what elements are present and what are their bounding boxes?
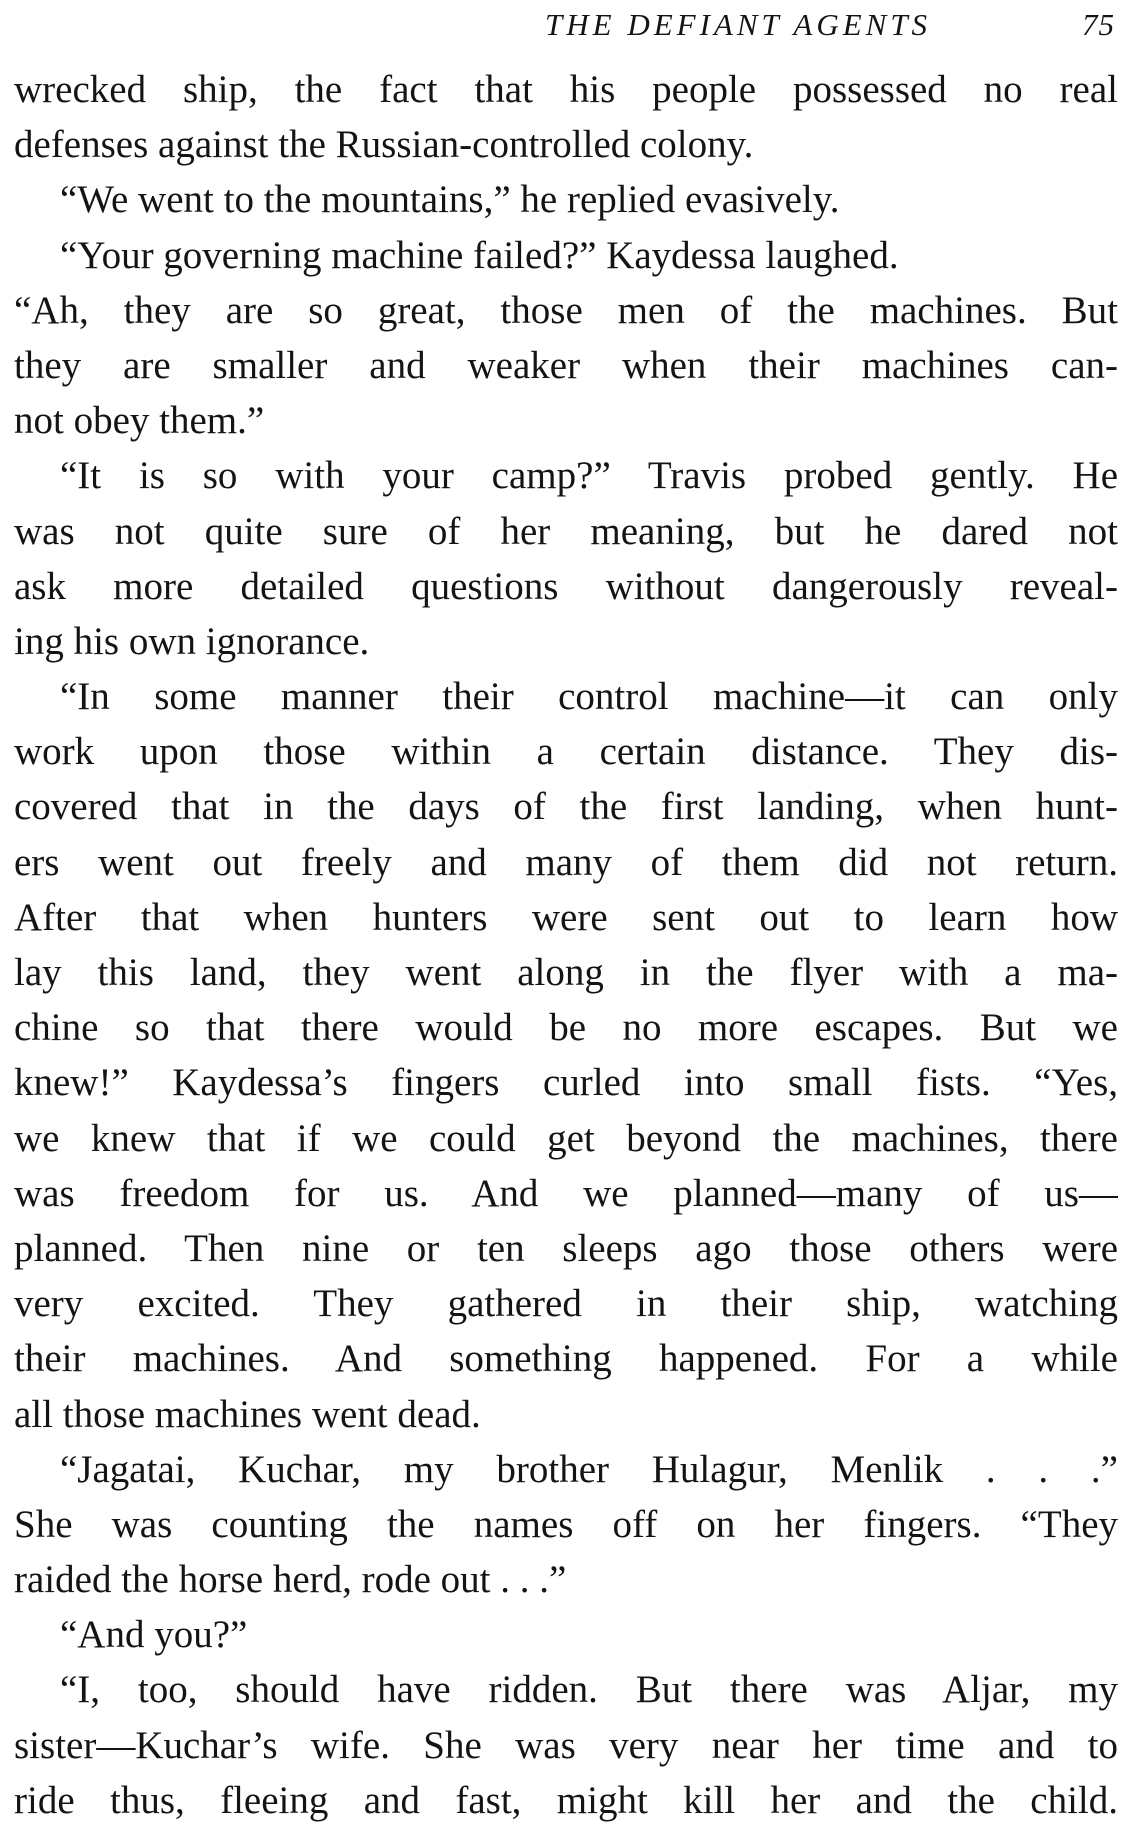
text-line: “Ah, they are so great, those men of the machines. But: [14, 288, 1118, 332]
text-line: not obey them.”: [14, 399, 265, 443]
text-line: After that when hunters were sent out to learn how: [14, 895, 1118, 939]
text-line: “It is so with your camp?” Travis probed gently. He: [60, 454, 1118, 498]
text-line: their machines. And something happened. For a while: [14, 1337, 1118, 1381]
text-line: chine so that there would be no more escapes. But we: [14, 1006, 1118, 1050]
text-line: “Your governing machine failed?” Kaydessa laughed.: [60, 233, 899, 277]
text-line: sister—Kuchar’s wife. She was very near her time and to: [14, 1723, 1118, 1767]
text-line: all those machines went dead.: [14, 1392, 481, 1436]
text-line: ers went out freely and many of them did not return.: [14, 840, 1118, 884]
text-line: knew!” Kaydessa’s fingers curled into small fists. “Yes,: [14, 1061, 1118, 1105]
text-line: they are smaller and weaker when their machines can-: [14, 343, 1118, 387]
text-line: lay this land, they went along in the flyer with a ma-: [14, 951, 1118, 994]
text-line: planned. Then nine or ten sleeps ago those others were: [14, 1226, 1118, 1270]
page-header: [545, 2, 1115, 48]
text-line: work upon those within a certain distance. They dis-: [14, 730, 1118, 774]
text-line: ask more detailed questions without dangerously reveal-: [14, 564, 1118, 608]
text-line: “I, too, should have ridden. But there was Aljar, my: [60, 1668, 1118, 1712]
text-line: ride thus, fleeing and fast, might kill her and the child.: [14, 1778, 1118, 1822]
text-line: was freedom for us. And we planned—many of us—: [14, 1171, 1118, 1215]
text-line: “And you?”: [60, 1613, 248, 1657]
body-text: [14, 62, 1118, 1828]
page-number: 75: [1082, 7, 1115, 42]
text-line: She was counting the names off on her fingers. “They: [14, 1502, 1118, 1546]
text-line: raided the horse herd, rode out . . .”: [14, 1558, 567, 1602]
text-line: wrecked ship, the fact that his people possessed no real: [14, 68, 1118, 111]
text-line: “Jagatai, Kuchar, my brother Hulagur, Menlik . . .”: [60, 1447, 1118, 1491]
text-line: very excited. They gathered in their ship, watching: [14, 1282, 1118, 1326]
text-line: was not quite sure of her meaning, but he dared not: [14, 509, 1118, 553]
text-line: covered that in the days of the first landing, when hunt-: [14, 785, 1118, 829]
text-line: “In some manner their control machine—it can only: [60, 675, 1118, 719]
text-line: ing his own ignorance.: [14, 619, 370, 663]
text-line: we knew that if we could get beyond the machines, there: [14, 1116, 1118, 1160]
running-title: THE DEFIANT AGENTS: [545, 7, 932, 42]
text-line: “We went to the mountains,” he replied evasively.: [60, 178, 840, 222]
text-line: defenses against the Russian-controlled colony.: [14, 123, 754, 167]
